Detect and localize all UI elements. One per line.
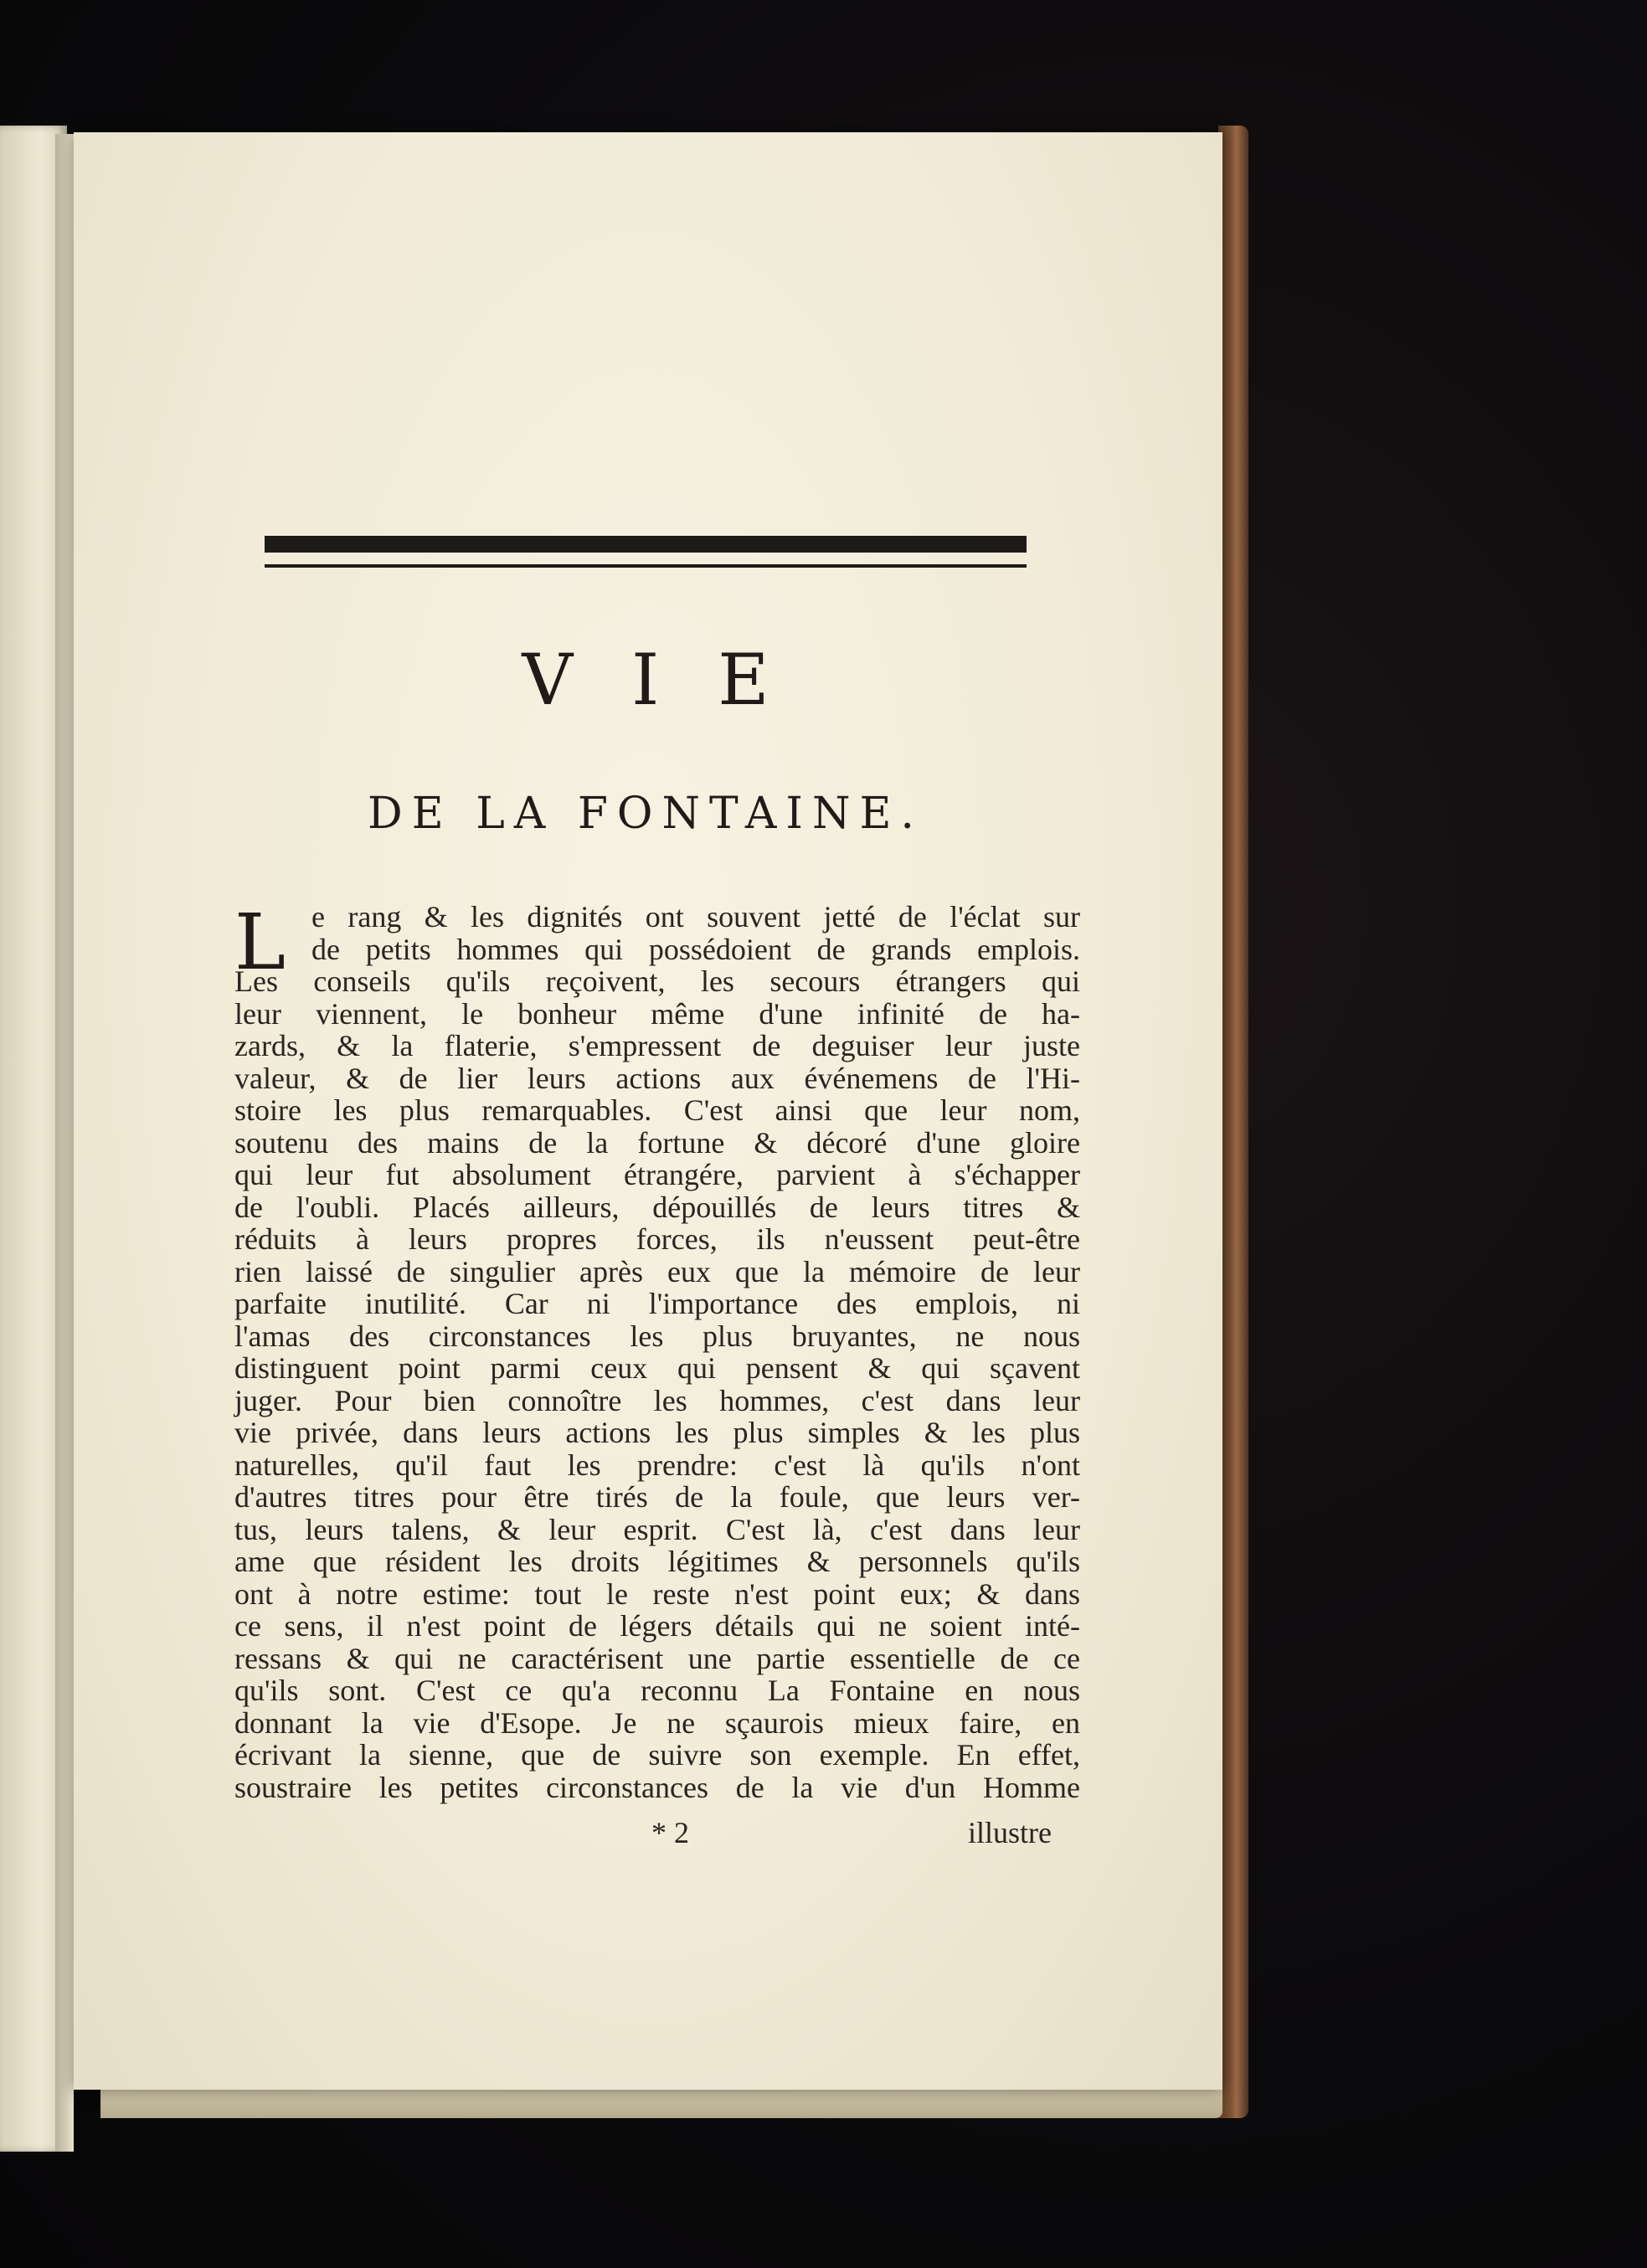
book-gutter (55, 134, 74, 2152)
text-line: l'amas des circonstances les plus bruyantes, ne nous (234, 1319, 1080, 1353)
text-line: tus, leurs talens, & leur esprit. C'est là, c'est dans leur (234, 1512, 1080, 1546)
text-line: de l'oubli. Placés ailleurs, dépouillés de leurs titres & (234, 1190, 1080, 1224)
text-line: ont à notre estime: tout le reste n'est point eux; & dans (234, 1576, 1080, 1611)
text-line: de petits hommes qui possédoient de grands emplois. (311, 932, 1080, 966)
ornamental-rule-thick (265, 536, 1027, 553)
page-subtitle: DE LA FONTAINE. (368, 789, 924, 839)
text-line: stoire les plus remarquables. C'est ainsi que leur nom, (234, 1093, 1080, 1127)
text-line: valeur, & de lier leurs actions aux événemens de l'Hi- (234, 1061, 1080, 1095)
text-line: qui leur fut absolument étrangére, parvient à s'échapper (234, 1158, 1080, 1191)
text-line: rien laissé de singulier après eux que la mémoire de leur (234, 1254, 1080, 1288)
ornamental-rule-thin (265, 564, 1027, 568)
text-line: vie privée, dans leurs actions les plus simples & les plus (234, 1416, 1080, 1449)
text-line: réduits à leurs propres forces, ils n'eussent peut-être (234, 1222, 1080, 1256)
text-line: soustraire les petites circonstances de la vie d'un Homme (234, 1770, 1080, 1804)
text-line: leur viennent, le bonheur même d'une infinité de ha- (234, 996, 1080, 1031)
body-paragraph (234, 897, 1080, 1804)
text-line: ce sens, il n'est point de légers détails qui ne soient inté- (234, 1609, 1080, 1643)
drop-cap: L (234, 897, 286, 987)
text-line: ressans & qui ne caractérisent une partie essentielle de ce (234, 1641, 1080, 1675)
page-title: VIE (522, 639, 828, 721)
text-line: d'autres titres pour être tirés de la foule, que leurs ver- (234, 1480, 1080, 1514)
book-page (74, 132, 1222, 2090)
text-line: zards, & la flaterie, s'empressent de deguiser leur juste (234, 1029, 1080, 1062)
text-line: juger. Pour bien connoître les hommes, c'est dans leur (234, 1383, 1080, 1417)
catchword: illustre (968, 1816, 1052, 1849)
text-line: Les conseils qu'ils reçoivent, les secours étrangers qui (234, 964, 1080, 998)
text-line: naturelles, qu'il faut les prendre: c'est là qu'ils n'ont (234, 1448, 1080, 1482)
text-line: qu'ils sont. C'est ce qu'a reconnu La Fontaine en nous (234, 1674, 1080, 1707)
signature-mark: * 2 (651, 1816, 689, 1849)
text-line: écrivant la sienne, que de suivre son exemple. En effet, (234, 1738, 1080, 1772)
page-bottom-edge (100, 2085, 1222, 2118)
text-line: parfaite inutilité. Car ni l'importance des emplois, ni (234, 1287, 1080, 1320)
text-line: soutenu des mains de la fortune & décoré d'une gloire (234, 1125, 1080, 1160)
text-line: e rang & les dignités ont souvent jetté de l'éclat sur (311, 900, 1080, 933)
leather-cover-edge (1218, 126, 1248, 2118)
text-line: donnant la vie d'Esope. Je ne sçaurois mieux faire, en (234, 1705, 1080, 1740)
text-line: distinguent point parmi ceux qui pensent & qui sçavent (234, 1351, 1080, 1385)
text-line: ame que résident les droits légitimes & personnels qu'ils (234, 1545, 1080, 1578)
